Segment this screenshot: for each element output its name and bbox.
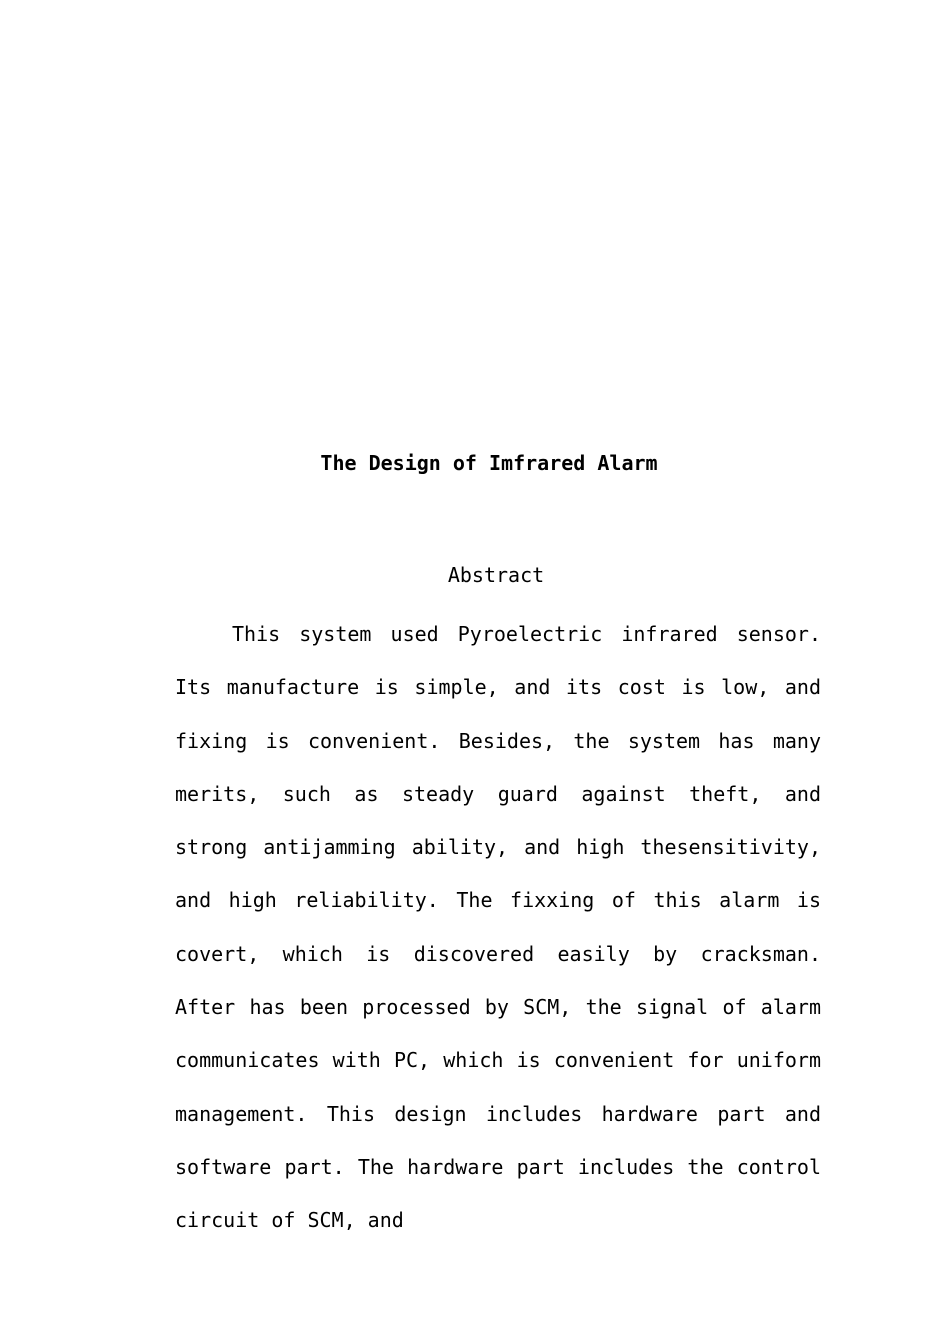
abstract-heading: Abstract: [447, 563, 545, 587]
document-title: The Design of Imfrared Alarm: [320, 451, 658, 475]
abstract-paragraph: This system used Pyroelectric infrared sensor. Its manufacture is simple, and its cost is low, and fixing is convenient. Besides, the system has many merits, such as steady guard against theft, and strong antijamming ability, and high thesensitivity, and high reliability. The fixxing of this alarm is covert, which is discovered easily by cracksman. After has been processed by SCM, the signal of alarm communicates with PC, which is convenient for uniform management. This design includes hardware part and software part. The hardware part includes the control circuit of SCM, and: [175, 622, 821, 1233]
